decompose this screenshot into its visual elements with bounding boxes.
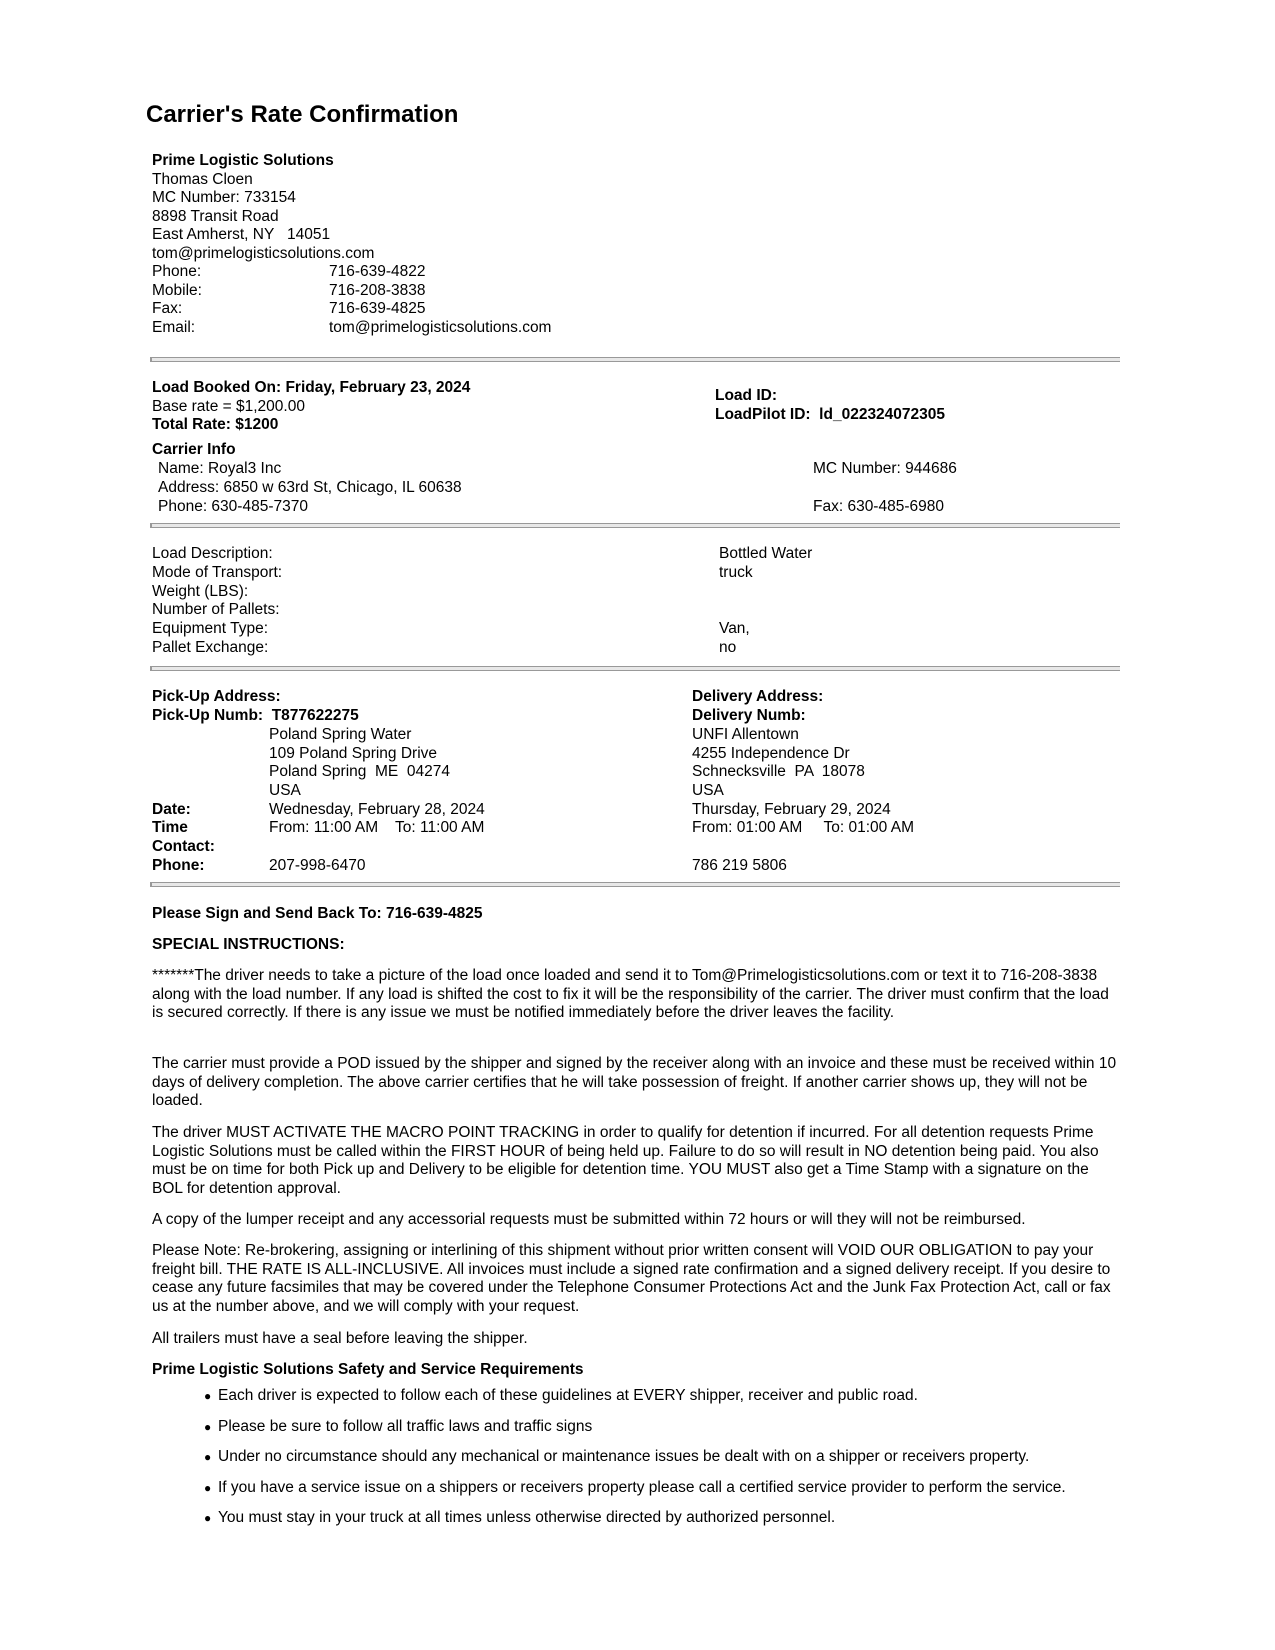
detail-row bbox=[152, 601, 1052, 620]
requirement-text: You must stay in your truck at all times unless otherwise directed by authorized personnel. bbox=[218, 1509, 836, 1526]
detail-value: truck bbox=[719, 563, 753, 581]
broker-company: Prime Logistic Solutions bbox=[152, 152, 334, 169]
broker-mc-number: MC Number: 733154 bbox=[152, 189, 296, 206]
requirement-text: Please be sure to follow all traffic laws and traffic signs bbox=[218, 1417, 593, 1435]
detail-label: Number of Pallets: bbox=[152, 601, 280, 619]
broker-contact-row bbox=[152, 282, 752, 301]
safety-requirements-heading: Prime Logistic Solutions Safety and Service Requirements bbox=[152, 1361, 584, 1378]
contact-label: Mobile: bbox=[152, 281, 202, 299]
pickup-address bbox=[269, 726, 450, 800]
detail-row bbox=[152, 583, 1052, 602]
broker-info bbox=[152, 152, 752, 337]
detail-row bbox=[152, 545, 1052, 564]
delivery-address-line: UNFI Allentown bbox=[692, 726, 799, 743]
detail-value: Bottled Water bbox=[719, 545, 813, 562]
bullet-icon: ● bbox=[204, 1511, 212, 1525]
broker-email-line: tom@primelogisticsolutions.com bbox=[152, 244, 375, 262]
delivery-number: Delivery Numb: bbox=[692, 707, 806, 724]
carrier-name: Name: Royal3 Inc bbox=[158, 460, 282, 477]
delivery-address-line: Schnecksville PA 18078 bbox=[692, 763, 865, 780]
broker-contact: Thomas Cloen bbox=[152, 170, 253, 188]
instruction-paragraph: *******The driver needs to take a picture of the load once loaded and send it to Tom@Primelogisticsolutions.com or text it to 716-208-3838 along with the load number. If any load is shifted the cost to fix it will be the responsibility of the carrier. The driver must confirm that the load is secured correctly. If there is any issue we must be notified immediately before the driver leaves the facility. bbox=[152, 967, 1109, 1021]
bullet-icon: ● bbox=[204, 1419, 212, 1434]
carrier-address: Address: 6850 w 63rd St, Chicago, IL 60638 bbox=[158, 479, 462, 496]
delivery-address-line: USA bbox=[692, 781, 724, 799]
bullet-icon: ● bbox=[204, 1450, 212, 1464]
pickup-time: From: 11:00 AM To: 11:00 AM bbox=[269, 819, 485, 836]
time-label: Time bbox=[152, 819, 188, 836]
list-item bbox=[204, 1509, 1118, 1528]
list-item bbox=[204, 1417, 1118, 1437]
contact-value: 716-639-4825 bbox=[329, 300, 426, 317]
detail-row bbox=[152, 564, 1052, 583]
list-item bbox=[204, 1448, 1118, 1467]
carrier-fax: Fax: 630-485-6980 bbox=[813, 498, 944, 515]
bullet-icon: ● bbox=[204, 1389, 212, 1403]
list-item bbox=[204, 1478, 1118, 1498]
contact-value: 716-208-3838 bbox=[329, 281, 426, 299]
pickup-heading: Pick-Up Address: bbox=[152, 688, 281, 705]
requirement-text: If you have a service issue on a shippers or receivers property please call a certified service provider to perform the service. bbox=[218, 1478, 1066, 1496]
detail-label: Weight (LBS): bbox=[152, 582, 249, 600]
pickup-address-line: USA bbox=[269, 781, 301, 799]
instruction-paragraph: The carrier must provide a POD issued by the shipper and signed by the receiver along with an invoice and these must be received within 10 days of delivery completion. The above carrier certifies that he will take possession of freight. If another carrier shows up, they will not be loaded. bbox=[152, 1055, 1117, 1109]
detail-value: Van, bbox=[719, 620, 750, 638]
load-id: Load ID: bbox=[715, 387, 777, 404]
page-title: Carrier's Rate Confirmation bbox=[146, 101, 459, 128]
pickup-address-line: Poland Spring Water bbox=[269, 726, 412, 743]
broker-contact-row bbox=[152, 263, 752, 282]
special-instructions-heading: SPECIAL INSTRUCTIONS: bbox=[152, 936, 345, 953]
loadpilot-id: LoadPilot ID: ld_022324072305 bbox=[715, 406, 946, 423]
pickup-address-line: Poland Spring ME 04274 bbox=[269, 763, 450, 780]
instruction-paragraph: Please Note: Re-brokering, assigning or interlining of this shipment without prior written consent will VOID OUR OBLIGATION to pay your freight bill. THE RATE IS ALL-INCLUSIVE. All invoices must include a signed rate confirmation and a signed delivery receipt. If you desire to cease any future facsimiles that may be covered under the Telephone Consumer Protections Act and the Junk Fax Protection Act, call or fax us at the number above, and we will comply with your request. bbox=[152, 1242, 1111, 1315]
detail-label: Mode of Transport: bbox=[152, 563, 283, 581]
bullet-icon: ● bbox=[204, 1480, 212, 1495]
pickup-phone: 207-998-6470 bbox=[269, 857, 366, 874]
contact-value: tom@primelogisticsolutions.com bbox=[329, 318, 552, 336]
contact-label: Contact: bbox=[152, 838, 215, 855]
date-label: Date: bbox=[152, 801, 191, 818]
delivery-phone: 786 219 5806 bbox=[692, 857, 787, 874]
contact-label: Email: bbox=[152, 318, 196, 336]
delivery-address bbox=[692, 726, 865, 800]
carrier-phone: Phone: 630-485-7370 bbox=[158, 498, 308, 515]
divider bbox=[151, 882, 1120, 887]
load-booked-on: Load Booked On: Friday, February 23, 2024 bbox=[152, 379, 471, 396]
broker-city: East Amherst, NY 14051 bbox=[152, 226, 331, 243]
broker-contact-list bbox=[152, 263, 752, 337]
detail-label: Pallet Exchange: bbox=[152, 638, 269, 656]
detail-label: Load Description: bbox=[152, 545, 273, 562]
instruction-paragraph: The driver MUST ACTIVATE THE MACRO POINT TRACKING in order to qualify for detention if incurred. For all detention requests Prime Logistic Solutions must be called within the FIRST HOUR of being held up. Failure to do so will result in NO detention being paid. You also must be on time for both Pick up and Delivery to be eligible for detention time. YOU MUST also get a Time Stamp with a signature on the BOL for detention approval. bbox=[152, 1124, 1099, 1197]
list-item bbox=[204, 1387, 1118, 1406]
base-rate: Base rate = $1,200.00 bbox=[152, 398, 305, 415]
contact-label: Phone: bbox=[152, 263, 202, 280]
detail-row bbox=[152, 639, 1052, 658]
requirement-text: Under no circumstance should any mechanical or maintenance issues be dealt with on a shipper or receivers property. bbox=[218, 1448, 1030, 1465]
broker-contact-row bbox=[152, 300, 752, 319]
contact-label: Fax: bbox=[152, 300, 183, 317]
total-rate: Total Rate: $1200 bbox=[152, 416, 279, 433]
delivery-heading: Delivery Address: bbox=[692, 688, 824, 705]
carrier-mc-number: MC Number: 944686 bbox=[813, 460, 957, 477]
contact-value: 716-639-4822 bbox=[329, 263, 426, 280]
detail-label: Equipment Type: bbox=[152, 620, 269, 638]
sign-back-instruction: Please Sign and Send Back To: 716-639-4825 bbox=[152, 905, 483, 922]
requirements-list bbox=[204, 1387, 1118, 1540]
phone-label: Phone: bbox=[152, 857, 205, 874]
delivery-date: Thursday, February 29, 2024 bbox=[692, 801, 891, 818]
divider bbox=[151, 666, 1120, 671]
detail-value: no bbox=[719, 638, 737, 656]
divider bbox=[151, 357, 1120, 362]
pickup-number: Pick-Up Numb: T877622275 bbox=[152, 707, 359, 724]
instruction-paragraph: All trailers must have a seal before leaving the shipper. bbox=[152, 1330, 528, 1347]
requirement-text: Each driver is expected to follow each of these guidelines at EVERY shipper, receiver and public road. bbox=[218, 1387, 918, 1404]
divider bbox=[151, 523, 1120, 528]
delivery-address-line: 4255 Independence Dr bbox=[692, 744, 850, 762]
broker-street: 8898 Transit Road bbox=[152, 207, 279, 225]
detail-row bbox=[152, 620, 1052, 639]
carrier-info-heading: Carrier Info bbox=[152, 441, 236, 458]
load-details bbox=[152, 545, 1052, 658]
delivery-time: From: 01:00 AM To: 01:00 AM bbox=[692, 819, 914, 836]
broker-contact-row bbox=[152, 319, 752, 338]
instruction-paragraph: A copy of the lumper receipt and any accessorial requests must be submitted within 72 hours or will they will not be reimbursed. bbox=[152, 1211, 1026, 1228]
pickup-date: Wednesday, February 28, 2024 bbox=[269, 801, 485, 818]
pickup-address-line: 109 Poland Spring Drive bbox=[269, 744, 438, 762]
